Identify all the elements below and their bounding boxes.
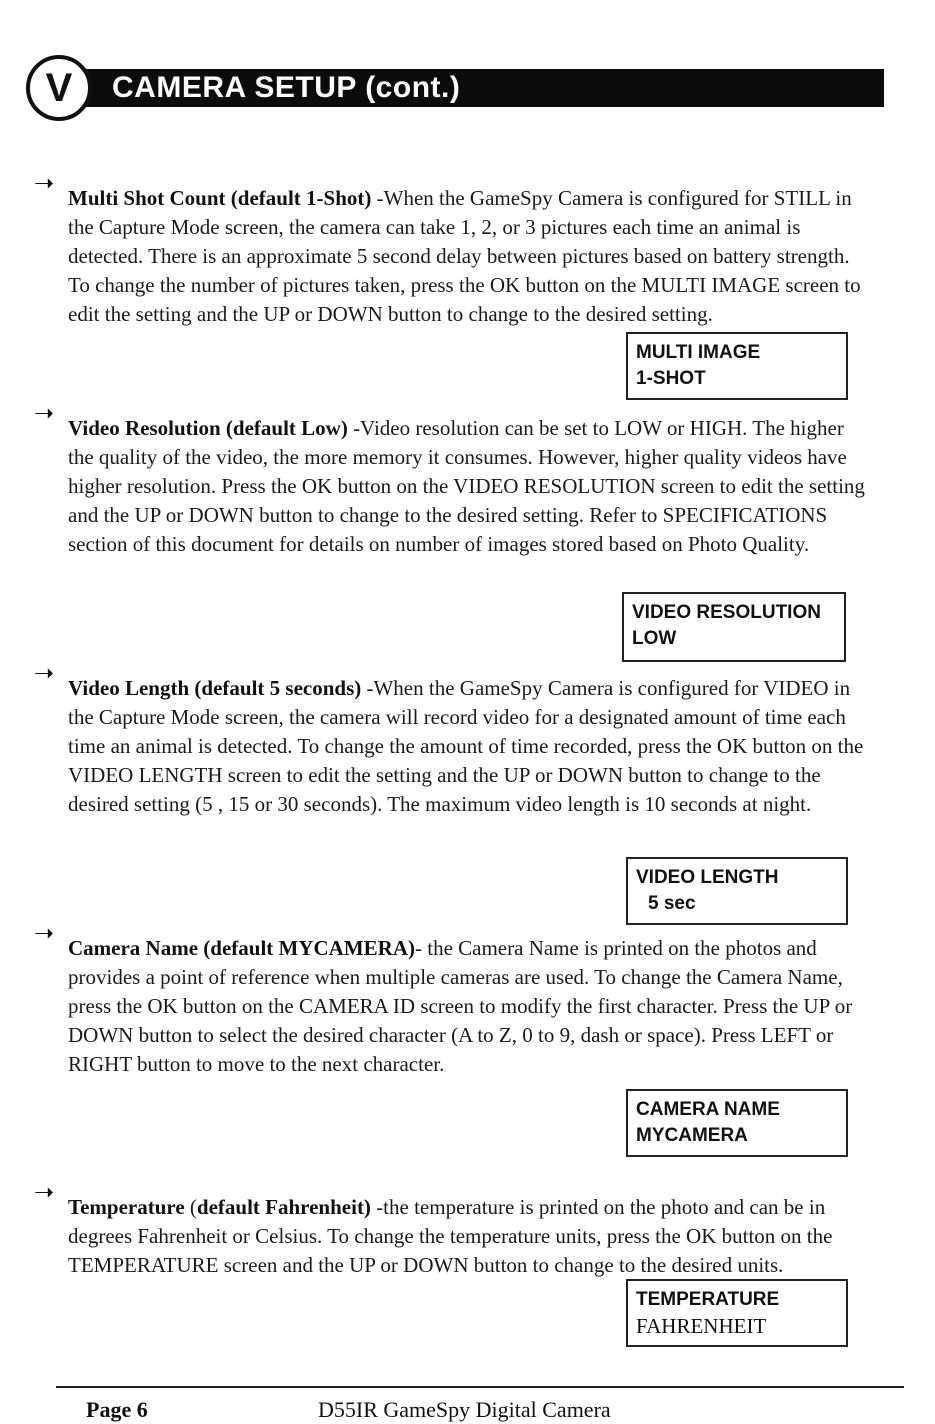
lcd-display-video-resolution bbox=[622, 592, 846, 662]
lcd-line-2: 5 sec bbox=[648, 893, 696, 914]
lcd-line-2: 1-SHOT bbox=[636, 368, 706, 389]
section-body: -When the GameSpy Camera is configured for VIDEO in the Capture Mode screen, the camera will record video for a designated amount of time each time an animal is detected. To change the amount of time recorded, press the OK button on the VIDEO LENGTH screen to edit the setting and the UP or DOWN button to change to the desired setting (5 , 15 or 30 seconds). The maximum video length is 10 seconds at night. bbox=[68, 676, 864, 816]
lcd-line-1: MULTI IMAGE bbox=[636, 342, 761, 363]
section-heading: Camera Name (default MYCAMERA) bbox=[68, 936, 415, 960]
section-heading-default: default Fahrenheit) bbox=[196, 1195, 371, 1219]
section-paragraph bbox=[68, 414, 868, 559]
arrow-bullet-icon: ➝ bbox=[34, 1178, 55, 1206]
section-body: -the temperature is printed on the photo and can be in degrees Fahrenheit or Celsius. To change the temperature units, press the OK button on the TEMPERATURE screen and the UP or DOWN button to change to the desired units. bbox=[68, 1195, 833, 1277]
title-bar bbox=[66, 69, 884, 107]
section-paragraph bbox=[68, 184, 868, 329]
footer-divider bbox=[56, 1386, 904, 1388]
lcd-line-1: VIDEO LENGTH bbox=[636, 867, 779, 888]
lcd-display-temperature bbox=[626, 1279, 848, 1347]
lcd-line-2: FAHRENHEIT bbox=[636, 1314, 767, 1338]
section-multi-shot-count bbox=[34, 169, 864, 329]
section-video-resolution bbox=[34, 399, 865, 559]
section-heading: Video Resolution (default Low) bbox=[68, 416, 348, 440]
section-badge-letter: V bbox=[45, 66, 73, 110]
section-paragraph bbox=[68, 1193, 868, 1280]
section-paragraph bbox=[68, 934, 868, 1079]
section-body: -Video resolution can be set to LOW or HIGH. The higher the quality of the video, the more memory it consumes. However, higher quality videos have higher resolution. Press the OK button on the VIDEO RESOLUTION screen to edit the setting and the UP or DOWN button to change to the desired setting. Refer to SPECIFICATIONS section of this document for details on number of images stored based on Photo Quality. bbox=[68, 416, 865, 556]
section-heading: Video Length (default 5 seconds) bbox=[68, 676, 362, 700]
arrow-bullet-icon: ➝ bbox=[34, 919, 55, 947]
lcd-line-2: LOW bbox=[632, 628, 677, 649]
lcd-line-1: CAMERA NAME bbox=[636, 1099, 780, 1120]
arrow-bullet-icon: ➝ bbox=[34, 399, 55, 427]
arrow-bullet-icon: ➝ bbox=[34, 169, 55, 197]
page-number: Page 6 bbox=[86, 1397, 148, 1422]
section-camera-name bbox=[34, 919, 864, 1079]
page-title: CAMERA SETUP (cont.) bbox=[112, 71, 461, 104]
section-heading: Temperature bbox=[68, 1195, 185, 1219]
lcd-line-1: VIDEO RESOLUTION bbox=[632, 602, 821, 623]
document-title: D55IR GameSpy Digital Camera bbox=[318, 1397, 611, 1422]
section-heading-separator: ( bbox=[184, 1195, 197, 1219]
section-badge bbox=[26, 55, 92, 121]
lcd-display-camera-name bbox=[626, 1089, 848, 1157]
section-temperature bbox=[34, 1178, 864, 1280]
section-body: -When the GameSpy Camera is configured for STILL in the Capture Mode screen, the camera can take 1, 2, or 3 pictures each time an animal is detected. There is an approximate 5 second delay between pictures based on battery strength. To change the number of pictures taken, press the OK button on the MULTI IMAGE screen to edit the setting and the UP or DOWN button to change to the desired setting. bbox=[68, 186, 861, 326]
section-paragraph bbox=[68, 674, 868, 819]
lcd-display-video-length bbox=[626, 857, 848, 925]
section-body: - the Camera Name is printed on the photos and provides a point of reference when multiple cameras are used. To change the Camera Name, press the OK button on the CAMERA ID screen to modify the first character. Press the UP or DOWN button to select the desired character (A to Z, 0 to 9, dash or space). Press LEFT or RIGHT button to move to the next character. bbox=[68, 936, 853, 1076]
section-heading: Multi Shot Count (default 1-Shot) bbox=[68, 186, 372, 210]
arrow-bullet-icon: ➝ bbox=[34, 659, 55, 687]
lcd-line-1: TEMPERATURE bbox=[636, 1289, 780, 1310]
lcd-line-2: MYCAMERA bbox=[636, 1125, 748, 1146]
section-header bbox=[26, 52, 886, 126]
lcd-display-multi-image bbox=[626, 332, 848, 400]
section-video-length bbox=[34, 659, 864, 819]
